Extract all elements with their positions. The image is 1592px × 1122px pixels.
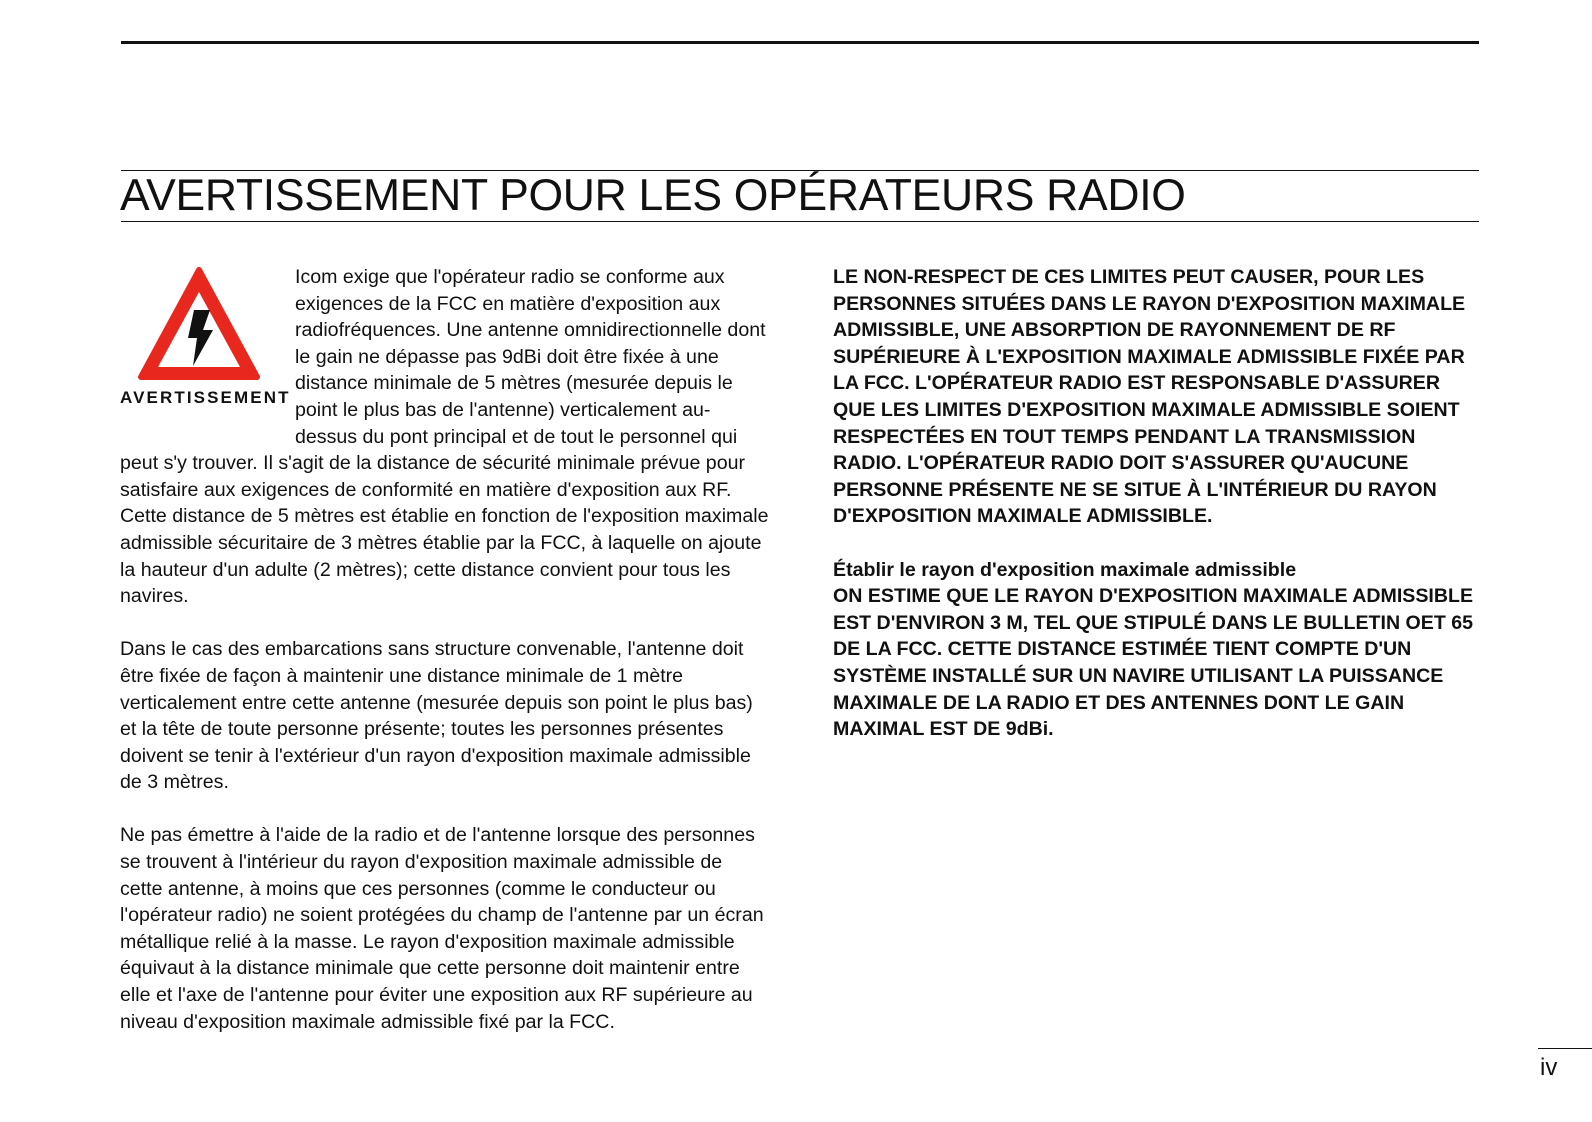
warning-label: AVERTISSEMENT — [120, 388, 291, 407]
paragraph-antenna-distance: Icom exige que l'opérateur radio se conforme aux exigences de la FCC en matière d'exposition aux radiofréquences. Une antenne omnidirectionnelle dont le gain ne dépasse pas 9dBi doit être fixée à une distance minimale de 5 mètres (mesurée depuis le point le plus bas de l'antenne) verticalement au-dessus du pont principal et de tout le personnel qui peut s'y trouver. Il s'agit de la distance de sécurité minimale prévue pour satisfaire aux exigences de conformité en matière d'exposition aux RF. Cette distance de 5 mètres est établie en fonction de l'exposition maximale admissible sécuritaire de 3 mètres établie par la FCC, à laquelle on ajoute la hauteur d'un adulte (2 mètres); cette distance convient pour tous les navires. — [120, 266, 769, 608]
page-number-rule — [1538, 1048, 1592, 1049]
section-subheading: Établir le rayon d'exposition maximale admissible — [833, 558, 1297, 581]
paragraph-warning-caps: LE NON-RESPECT DE CES LIMITES PEUT CAUSER, POUR LES PERSONNES SITUÉES DANS LE RAYON D'EXPOSITION MAXIMALE ADMISSIBLE, UNE ABSORPTION DE RAYONNEMENT DE RF SUPÉRIEURE À L'EXPOSITION MAXIMALE ADMISSIBLE FIXÉE PAR LA FCC. L'OPÉRATEUR RADIO EST RESPONSABLE D'ASSURER QUE LES LIMITES D'EXPOSITION MAXIMALE ADMISSIBLE SOIENT RESPECTÉES EN TOUT TEMPS PENDANT LA TRANSMISSION RADIO. L'OPÉRATEUR RADIO DOIT S'ASSURER QU'AUCUNE PERSONNE PRÉSENTE NE SE SITUE À L'INTÉRIEUR DU RAYON D'EXPOSITION MAXIMALE ADMISSIBLE. — [833, 266, 1466, 528]
paragraph-do-not-transmit: Ne pas émettre à l'aide de la radio et de l'antenne lorsque des personnes se trouvent à l'intérieur du rayon d'exposition maximale admissible de cette antenne, à moins que ces personnes (comme le conducteur ou l'opérateur radio) ne soient protégées du champ de l'antenne par un écran métallique relié à la masse. Le rayon d'exposition maximale admissible équivaut à la distance minimale que cette personne doit maintenir entre elle et l'axe de l'antenne pour éviter une exposition aux RF supérieure au niveau d'exposition maximale admissible fixé par la FCC. — [120, 824, 764, 1033]
right-column — [833, 264, 1483, 769]
paragraph-small-vessels: Dans le cas des embarcations sans structure convenable, l'antenne doit être fixée de façon à maintenir une distance minimale de 1 mètre verticalement entre cette antenne (mesurée depuis son point le plus bas) et la tête de toute personne présente; toutes les personnes présentes doivent se tenir à l'extérieur d'un rayon d'exposition maximale admissible de 3 mètres. — [120, 638, 753, 794]
left-column — [120, 264, 770, 1062]
page-number: iv — [1540, 1054, 1558, 1081]
paragraph-mpe-radius: ON ESTIME QUE LE RAYON D'EXPOSITION MAXIMALE ADMISSIBLE EST D'ENVIRON 3 M, TEL QUE STIPULÉ DANS LE BULLETIN OET 65 DE LA FCC. CETTE DISTANCE ESTIMÉE TIENT COMPTE D'UN SYSTÈME INSTALLÉ SUR UN NAVIRE UTILISANT LA PUISSANCE MAXIMALE DE LA RADIO ET DES ANTENNES DONT LE GAIN MAXIMAL EST DE 9dBi. — [833, 585, 1474, 741]
title-rule-bottom — [121, 221, 1479, 222]
page-title: AVERTISSEMENT POUR LES OPÉRATEURS RADIO — [120, 171, 1186, 220]
top-divider — [121, 41, 1479, 44]
